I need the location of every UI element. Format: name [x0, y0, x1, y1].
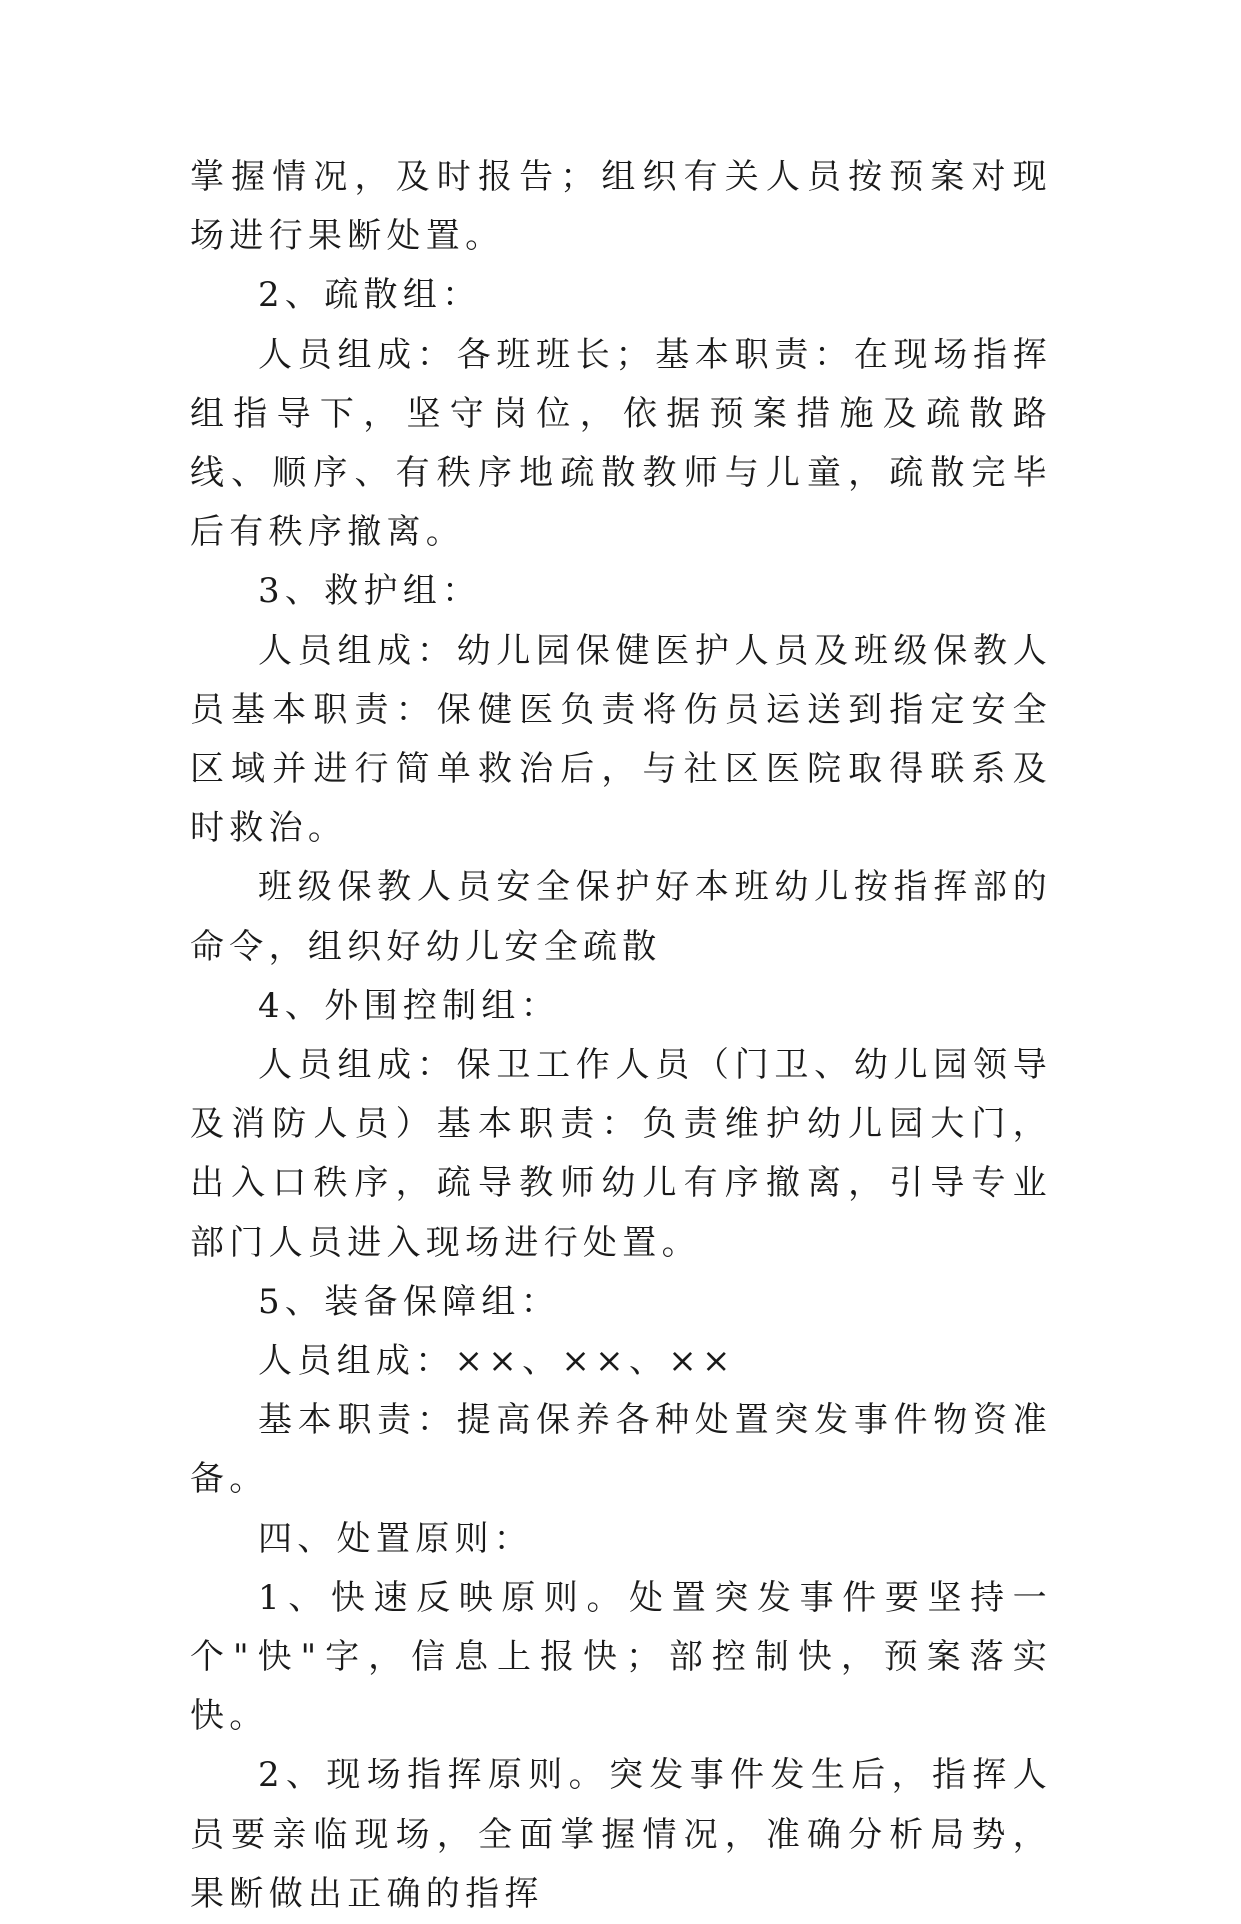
- heading-evacuation-group: 2、疏散组：: [258, 275, 482, 316]
- paragraph-principle-1: 1、快速反映原则。处置突发事件要坚持一个"快"字，信息上报快；部控制快，预案落实快。: [190, 1577, 1052, 1737]
- paragraph-equipment-members: 人员组成：××、××、××: [258, 1341, 736, 1382]
- heading-equipment-group: 5、装备保障组：: [258, 1281, 561, 1322]
- paragraph-perimeter-duties: 人员组成：保卫工作人员（门卫、幼儿园领导及消防人员）基本职责：负责维护幼儿园大门，出入口秩序，疏导教师幼儿有序撤离，引导专业部门人员进入现场进行处置。: [190, 1045, 1052, 1263]
- paragraph-class-staff: 班级保教人员安全保护好本班幼儿按指挥部的命令，组织好幼儿安全疏散: [190, 867, 1052, 967]
- paragraph-principle-2: 2、现场指挥原则。突发事件发生后，指挥人员要亲临现场，全面掌握情况，准确分析局势，果断做出正确的指挥: [190, 1755, 1052, 1914]
- document-body: [190, 148, 1052, 1924]
- paragraph-evacuation-duties: 人员组成：各班班长；基本职责：在现场指挥组指导下，坚守岗位，依据预案措施及疏散路线、顺序、有秩序地疏散教师与儿童，疏散完毕后有秩序撤离。: [190, 334, 1052, 553]
- paragraph-1: 掌握情况，及时报告；组织有关人员按预案对现场进行果断处置。: [190, 157, 1052, 257]
- heading-principles: 四、处置原则：: [258, 1518, 534, 1559]
- paragraph-equipment-duties: 基本职责：提高保养各种处置突发事件物资准备。: [190, 1400, 1052, 1500]
- paragraph-rescue-duties: 人员组成：幼儿园保健医护人员及班级保教人员基本职责：保健医负责将伤员运送到指定安全区域并进行简单救治后，与社区医院取得联系及时救治。: [190, 630, 1052, 849]
- heading-perimeter-group: 4、外围控制组：: [258, 985, 561, 1026]
- heading-rescue-group: 3、救护组：: [258, 571, 482, 612]
